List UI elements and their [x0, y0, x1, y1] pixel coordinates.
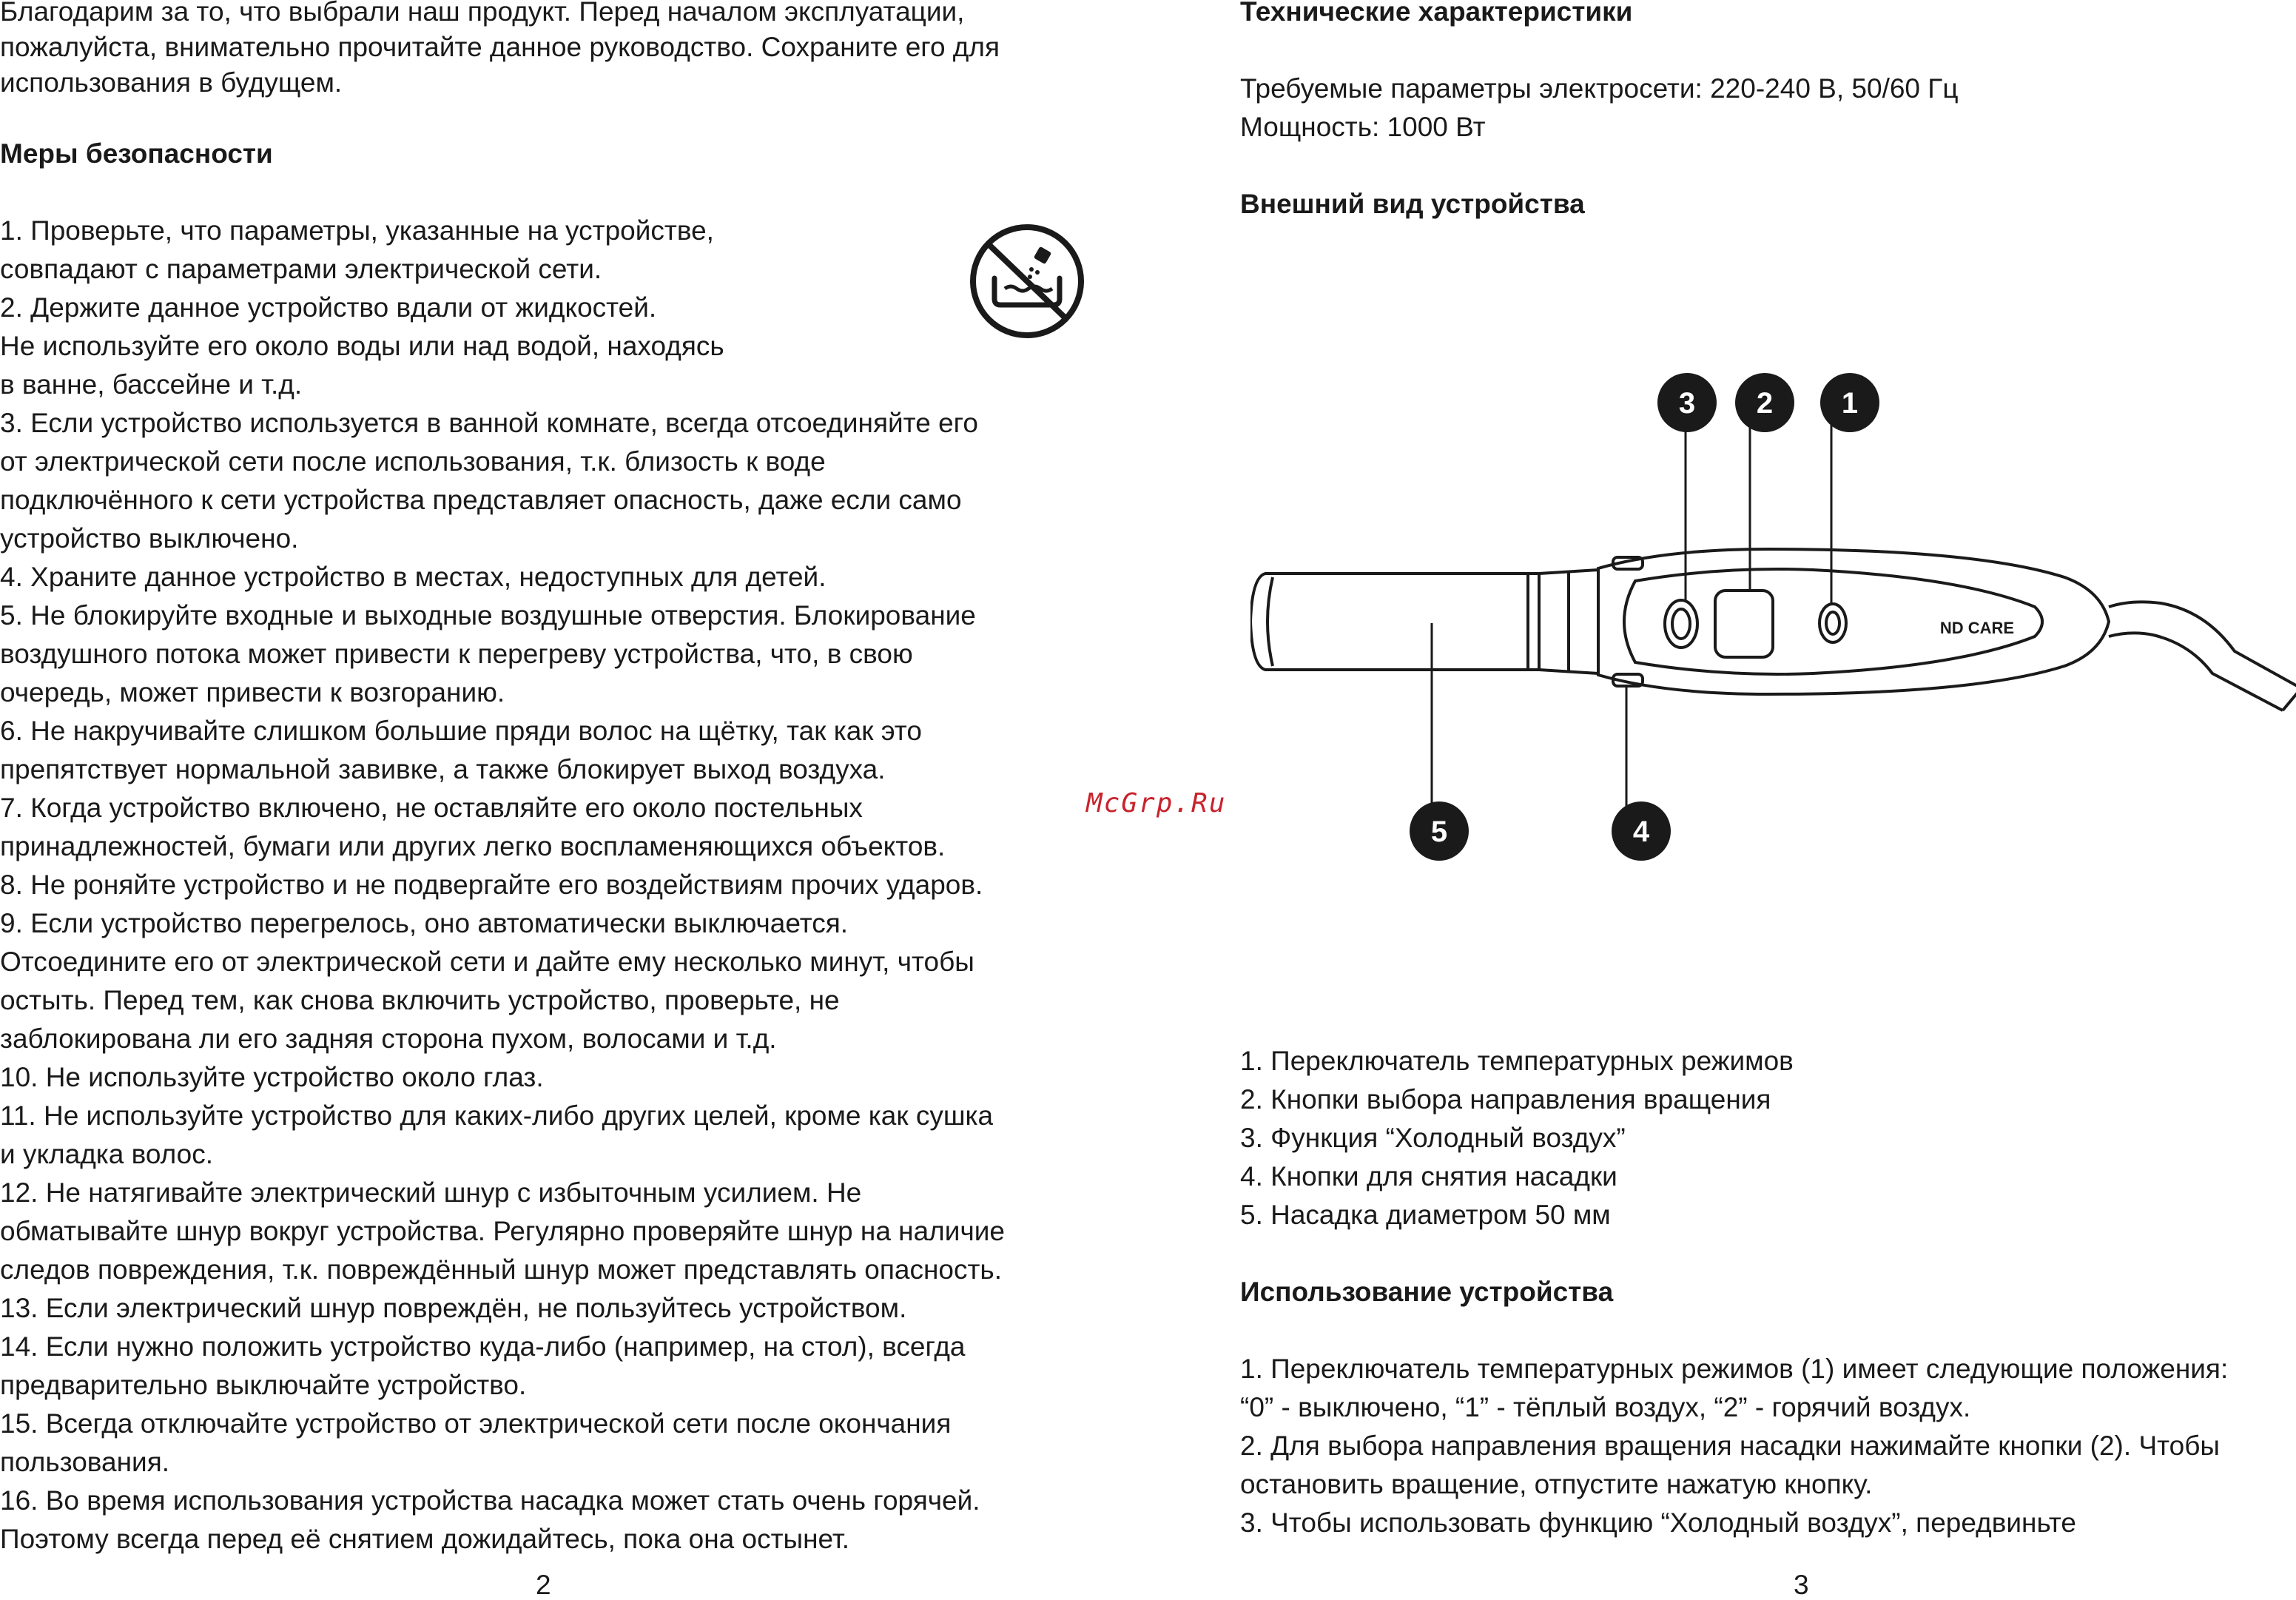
usage-line: “0” - выключено, “1” - тёплый воздух, “2” - горячий воздух. [1240, 1392, 1971, 1422]
svg-text:5: 5 [1430, 816, 1448, 848]
safety-line: от электрической сети после использования, т.к. близость к воде [0, 446, 826, 477]
safety-heading: Меры безопасности [0, 138, 273, 169]
safety-line: 10. Не используйте устройство около глаз. [0, 1062, 544, 1092]
callout-5 [1410, 801, 1469, 861]
intro-line: пожалуйста, внимательно прочитайте данное руководство. Сохраните его для [0, 32, 1000, 62]
intro-line: Благодарим за то, что выбрали наш продукт. Перед началом эксплуатации, [0, 0, 965, 27]
svg-text:1: 1 [1841, 387, 1859, 420]
safety-line: 2. Держите данное устройство вдали от жидкостей. [0, 292, 657, 323]
safety-line: совпадают с параметрами электрической сети. [0, 254, 602, 284]
safety-line: 13. Если электрический шнур повреждён, не пользуйтесь устройством. [0, 1293, 907, 1323]
svg-text:4: 4 [1632, 816, 1650, 848]
safety-line: 9. Если устройство перегрелось, оно автоматически выключается. [0, 908, 849, 938]
usage-line: остановить вращение, отпустите нажатую кнопку. [1240, 1469, 1873, 1499]
appearance-heading: Внешний вид устройства [1240, 189, 1585, 219]
parts-item: 1. Переключатель температурных режимов [1240, 1046, 1794, 1076]
safety-line: 7. Когда устройство включено, не оставляйте его около постельных [0, 793, 863, 823]
safety-line: остыть. Перед тем, как снова включить устройство, проверьте, не [0, 985, 840, 1015]
svg-text:3: 3 [1678, 387, 1696, 420]
callout-1 [1820, 373, 1879, 432]
safety-line: очередь, может привести к возгоранию. [0, 677, 505, 707]
safety-line: 8. Не роняйте устройство и не подвергайте его воздействиям прочих ударов. [0, 870, 983, 900]
brand-label: ND CARE [1939, 619, 2015, 637]
safety-line: Поэтому всегда перед её снятием дожидайтесь, пока она остынет. [0, 1524, 850, 1554]
device-diagram [1250, 355, 2296, 873]
intro-line: использования в будущем. [0, 67, 343, 98]
safety-line: предварительно выключайте устройство. [0, 1370, 527, 1400]
parts-item: 2. Кнопки выбора направления вращения [1240, 1084, 1771, 1115]
safety-line: 4. Храните данное устройство в местах, недоступных для детей. [0, 562, 827, 592]
safety-line: 5. Не блокируйте входные и выходные воздушные отверстия. Блокирование [0, 600, 976, 631]
safety-line: пользования. [0, 1447, 170, 1477]
safety-line: Не используйте его около воды или над водой, находясь [0, 331, 724, 361]
page-number-left: 2 [536, 1570, 551, 1600]
safety-line: 16. Во время использования устройства насадка может стать очень горячей. [0, 1485, 980, 1516]
specs-line: Мощность: 1000 Вт [1240, 112, 1486, 142]
safety-line: и укладка волос. [0, 1139, 214, 1169]
safety-line: устройство выключено. [0, 523, 299, 554]
usage-line: 2. Для выбора направления вращения насадки нажимайте кнопки (2). Чтобы [1240, 1431, 2220, 1461]
specs-line: Требуемые параметры электросети: 220-240 В, 50/60 Гц [1240, 73, 1959, 104]
parts-item: 3. Функция “Холодный воздух” [1240, 1123, 1626, 1153]
callout-3 [1657, 373, 1717, 432]
safety-line: воздушного потока может привести к перегреву устройства, что, в свою [0, 639, 913, 669]
parts-item: 5. Насадка диаметром 50 мм [1240, 1200, 1611, 1230]
parts-item: 4. Кнопки для снятия насадки [1240, 1161, 1617, 1191]
safety-line: принадлежностей, бумаги или других легко воспламеняющихся объектов. [0, 831, 946, 861]
safety-line: следов повреждения, т.к. повреждённый шнур может представлять опасность. [0, 1254, 1002, 1285]
page-number-right: 3 [1794, 1570, 1809, 1600]
usage-line: 1. Переключатель температурных режимов (1) имеет следующие положения: [1240, 1354, 2229, 1384]
safety-line: 3. Если устройство используется в ванной комнате, всегда отсоединяйте его [0, 408, 978, 438]
safety-line: подключённого к сети устройства представляет опасность, даже если само [0, 485, 962, 515]
safety-line: 12. Не натягивайте электрический шнур с избыточным усилием. Не [0, 1177, 862, 1208]
no-water-warning-icon [968, 222, 1086, 340]
safety-line: Отсоедините его от электрической сети и дайте ему несколько минут, чтобы [0, 947, 974, 977]
safety-line: 1. Проверьте, что параметры, указанные на устройстве, [0, 215, 714, 246]
usage-line: 3. Чтобы использовать функцию “Холодный воздух”, передвиньте [1240, 1507, 2076, 1538]
safety-line: заблокирована ли его задняя сторона пухом, волосами и т.д. [0, 1023, 777, 1054]
callout-2 [1735, 373, 1794, 432]
usage-heading: Использование устройства [1240, 1277, 1614, 1307]
safety-line: в ванне, бассейне и т.д. [0, 369, 303, 400]
safety-line: препятствует нормальной завивке, а также блокирует выход воздуха. [0, 754, 886, 784]
safety-line: обматывайте шнур вокруг устройства. Регулярно проверяйте шнур на наличие [0, 1216, 1005, 1246]
safety-line: 15. Всегда отключайте устройство от электрической сети после окончания [0, 1408, 952, 1439]
safety-line: 11. Не используйте устройство для каких-либо других целей, кроме как сушка [0, 1100, 994, 1131]
specs-heading: Технические характеристики [1240, 0, 1633, 27]
svg-text:2: 2 [1756, 387, 1774, 420]
callout-4 [1612, 801, 1671, 861]
watermark: McGrp.Ru [1086, 788, 1227, 819]
safety-line: 14. Если нужно положить устройство куда-либо (например, на стол), всегда [0, 1331, 966, 1362]
safety-line: 6. Не накручивайте слишком большие пряди волос на щётку, так как это [0, 716, 922, 746]
hot-air-brush-drawing [1250, 549, 2296, 710]
